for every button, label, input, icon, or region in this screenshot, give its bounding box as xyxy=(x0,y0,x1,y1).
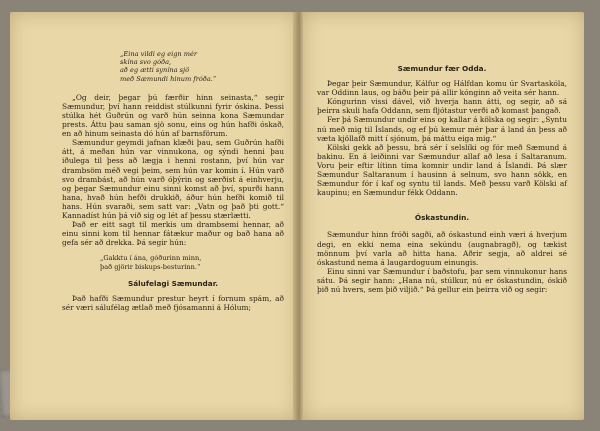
paragraph: Það hafði Sæmundur prestur heyrt í fornum spám, að sér væri sálufélag ætlað með fjósamanni á Hólum; xyxy=(62,293,284,312)
verse-one xyxy=(120,50,284,83)
section-heading: Óskastundin. xyxy=(414,213,470,223)
paragraph: Kóngurinn vissi dável, við hverja hann átti, og segir, að sá þeirra skuli hafa Oddann, sem fljótastur verði að komast þangað. xyxy=(317,97,567,116)
verse-line: „Gakktu í ána, góðurinn minn, xyxy=(100,254,202,263)
paragraph: Sæmundur hinn fróði sagði, að óskastund einh væri á hverjum degi, en ekki nema eina sekúndu (augnabragð), og tækist mönnum því varla að hitta hana. Aðrir segja, að aldrei sé óskastund nema á laugardoguum einungis. xyxy=(317,230,567,267)
paragraph: Fer þá Sæmundur undir eins og kallar á kölska og segir: „Syntu nú með mig til Íslands, og ef þú kemur mér þar á land án þess að væta kjöllafð mitt í sjónum, þá máttu eiga mig.“ xyxy=(317,115,567,143)
verse-line: að eg ætti synína sjö xyxy=(120,66,190,75)
paragraph: Þegar þeir Sæmundur, Kálfur og Hálfdan komu úr Svartaskóla, var Oddinn laus, og báðu þeir pá allir kónginn að veita sér hann. xyxy=(317,79,567,98)
paragraph: Kölski gekk að þessu, brá sér í selslíki og fór með Sæmund á bakinu. En á leiðinni var Sæmundur allaf að lesa í Saltaranum. Voru þeir eftir lítinn tíma komnir undir land á Íslandi. Þá slær Sæmundur Saltaranum í hausinn á selnum, svo hann sökk, en Sæmundur fór í kaf og syntu til lands. Með þessu varð Kölski af kaupinu; en Sæmundur fékk Oddann. xyxy=(317,142,567,198)
section-heading: Sæmundur fær Odda. xyxy=(397,64,487,73)
paragraph: Það er eitt sagt til merkis um drambsemi hennar, að einu sinni kom til hennar fátækur maður og bað hana að gefa sér að drekka. Þá segir hún: xyxy=(62,220,284,248)
verse-line: „Eina vildi eg eign mér xyxy=(120,50,198,58)
left-text-block xyxy=(62,50,284,312)
paragraph: „Og deir, þegar þú færðir hinn seinasta,“ segir Sæmundur, því hann reiddist stúlkunni fyrir óskina. Þessi stúlka hét Guðrún og varð hún seinna kona Sæmundar prests. Áttu þau saman sjö sonu, eins og hún hafði óskað, en að hinum seinasta dó hún af barnsförum. xyxy=(62,92,284,139)
paragraph: Sæmundur geymdi jafnan klæði þau, sem Guðrún hafði átt, á meðan hún var vinnukona, og sýndi henni þau iðulega til þess að lægja i henni rostann, því hún var drambsöm méð vegi þeim, sem hún var komin í. Hún varð svo drambást, að hún varð óþýrin og særðist á einhverju, og þegar Sæmundur einu sinni komst að því, spurði hann hana, hvað hún hefði drukkið, áður hún hefði komið til hans. Hún svaraði, sem satt var: „Vatn og það þti gott.“ Kannadíst hún þá við sig og lét af þessu stærlætti. xyxy=(62,138,284,221)
verse-line: það gjörir biskups-besturinn.“ xyxy=(100,262,201,271)
verse-line: með Sæmundi hinum fróða.“ xyxy=(120,74,217,83)
right-text-block xyxy=(317,64,567,294)
section-heading: Sálufelagi Sæmundar. xyxy=(127,278,219,288)
verse-two xyxy=(100,254,284,270)
right-page xyxy=(303,12,584,420)
verse-line: skína svo góða, xyxy=(120,58,172,67)
paragraph: Einu sinni var Sæmundur í baðstofu, þar sem vinnukonur hans sátu. Þá segir hann: „Hana nú, stúlkur, nú er óskastundin, óskið þið nú hvers, sem þið viljið.“ Þá gellur ein þeirra við og segir: xyxy=(317,266,567,294)
left-page xyxy=(10,12,297,420)
